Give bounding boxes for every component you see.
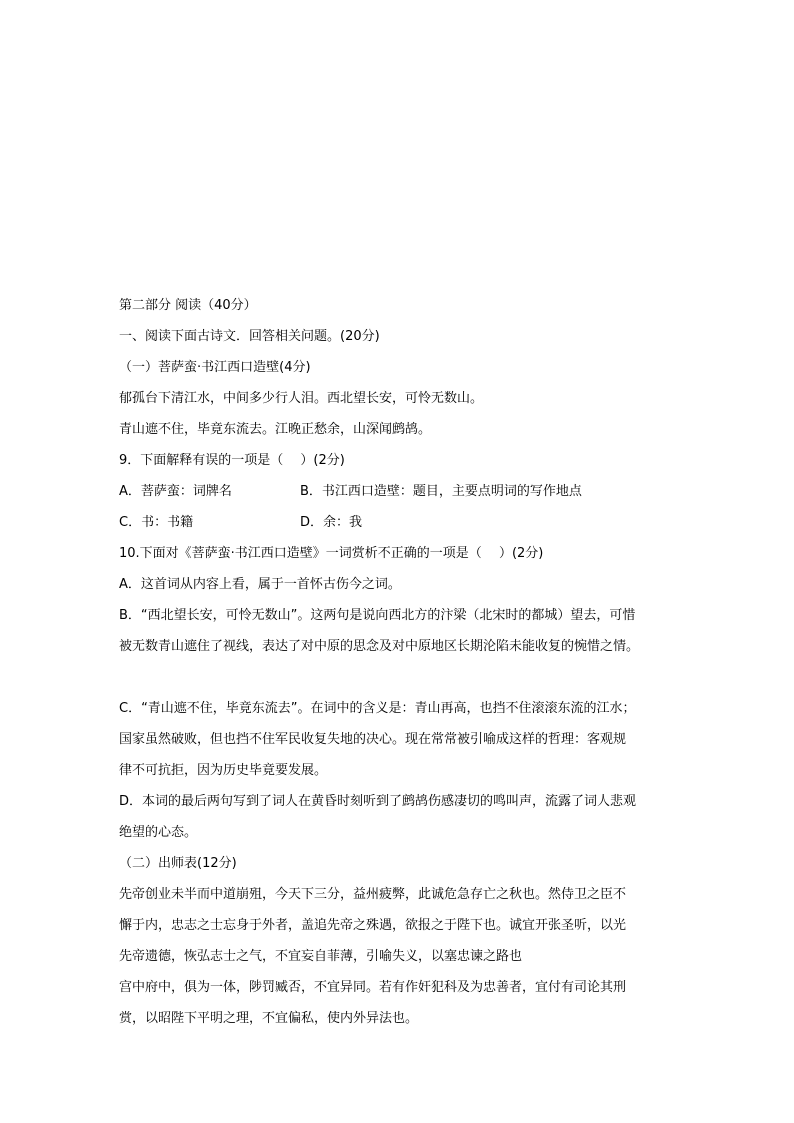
question-9-stem: 9．下面解释有误的一项是（ ）(2分) (119, 453, 345, 468)
option-c-line: 律不可抗拒，因为历史毕竟要发展。 (119, 763, 328, 778)
option-d-line: 绝望的心态。 (119, 825, 198, 840)
option-a: A．这首词从内容上看，属于一首怀古伤今之词。 (119, 577, 401, 592)
option-d: D．余：我 (300, 515, 363, 530)
passage-two-title: （二）出师表(12分) (119, 856, 237, 871)
part-one-title: 一、阅读下面古诗文．回答相关问题。(20分) (119, 329, 380, 344)
option-c-line: C．“青山遮不住，毕竟东流去”。在词中的含义是：青山再高，也挡不住滚滚东流的江水； (119, 701, 636, 716)
question-9-options-row-1 (119, 476, 689, 507)
option-b-line: B．“西北望长安，可怜无数山”。这两句是说向西北方的汴梁（北宋时的都城）望去，可惜 (119, 608, 636, 623)
option-d-line: D．本词的最后两句写到了词人在黄昏时刻听到了鹧鸪伤感凄切的鸣叫声，流露了词人悲观 (119, 794, 637, 809)
option-c: C．书：书籍 (119, 515, 194, 530)
passage-line: 懈于内，忠志之士忘身于外者，盖追先帝之殊遇，欲报之于陛下也。诚宜开张圣听，以光 (119, 918, 627, 933)
option-b-line: 被无数青山遮住了视线，表达了对中原的思念及对中原地区长期沦陷未能收复的惋惜之情。 (119, 639, 640, 654)
poem-line: 青山遮不住，毕竟东流去。江晚正愁余，山深闻鹧鸪。 (119, 422, 432, 437)
passage-line: 先帝遗德，恢弘志士之气，不宜妄自菲薄，引喻失义，以塞忠谏之路也 (119, 949, 523, 964)
option-b: B．书江西口造壁：题目，主要点明词的写作地点 (300, 484, 582, 499)
section-title: 第二部分 阅读（40分） (119, 298, 257, 313)
spacer (119, 662, 689, 693)
option-a: A．菩萨蛮：词牌名 (119, 484, 232, 499)
passage-line: 先帝创业未半而中道崩殂，今天下三分，益州疲弊，此诚危急存亡之秋也。然侍卫之臣不 (119, 887, 627, 902)
document-content (119, 290, 689, 1034)
question-10-stem: 10.下面对《菩萨蛮·书江西口造壁》一词赏析不正确的一项是（ ）(2分) (119, 546, 544, 561)
option-c-line: 国家虽然破败，但也挡不住军民收复失地的决心。现在常常被引喻成这样的哲理：客观规 (119, 732, 627, 747)
passage-line: 赏，以昭陛下平明之理，不宜偏私，使内外异法也。 (119, 1011, 419, 1026)
poem-line: 郁孤台下清江水，中间多少行人泪。西北望长安，可怜无数山。 (119, 391, 484, 406)
question-9-options-row-2 (119, 507, 689, 538)
passage-line: 宫中府中，俱为一体，陟罚臧否，不宜异同。若有作奸犯科及为忠善者，宜付有司论其刑 (119, 980, 627, 995)
poem-one-title: （一）菩萨蛮·书江西口造壁(4分) (119, 360, 311, 375)
